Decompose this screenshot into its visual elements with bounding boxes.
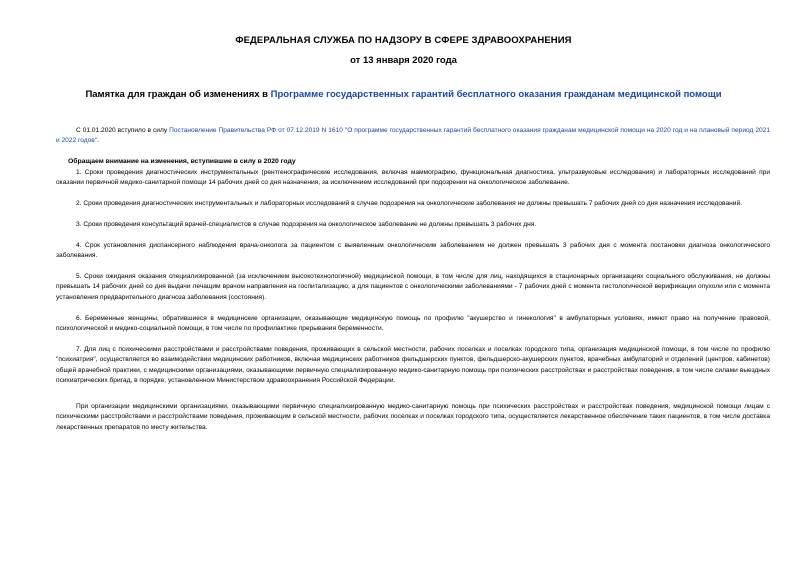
document-date: от 13 января 2020 года: [350, 55, 457, 66]
program-link[interactable]: Программе государственных гарантий бесплатного оказания гражданам медицинской помощи: [270, 89, 722, 100]
intro-prefix: С 01.01.2020 вступило в силу: [76, 127, 170, 134]
list-item: 7. Для лиц с психическими расстройствами и расстройствами поведения, проживающих в сельской местности, рабочих поселках и поселках городского типа, организация медицинской помощи, в том числе по профилю "психиатрия", осуществляется во взаимодействии медицинских работников, включая медицинских работников фельдшерских пунктов, фельдшерско-акушерских пунктов, врачебных амбулаторий и отделений (центров, кабинетов) общей врачебной практики, с медицинскими организациями, оказывающими первичную специализированную медико-санитарную помощь при психических расстройствах и расстройствах поведения, в том числе силами выездных психиатрических бригад, в порядке, установленном Министерством здравоохранения Российской Федерации.: [56, 345, 770, 385]
intro-paragraph: [56, 126, 770, 147]
list-item: 2. Сроки проведения диагностических инструментальных и лабораторных исследований в случае подозрения на онкологические заболевания не должны превышать 7 рабочих дней со дня назначения исследований.: [76, 200, 742, 208]
closing-paragraph: [56, 402, 770, 433]
notice-heading: Обращаем внимание на изменения, вступившие в силу в 2020 году: [68, 158, 296, 165]
intro-suffix: .: [97, 137, 99, 145]
list-item: 4. Срок установления диспансерного наблюдения врача-онколога за пациентом с выявленным онкологическим заболеванием не должен превышать 3 рабочих дня с момента постановки диагноза онкологического заболевания.: [56, 241, 770, 260]
document-title: [0, 89, 807, 100]
organization-heading: ФЕДЕРАЛЬНАЯ СЛУЖБА ПО НАДЗОРУ В СФЕРЕ ЗДРАВООХРАНЕНИЯ: [235, 35, 572, 46]
changes-list: [56, 168, 770, 386]
closing-text: При организации медицинскими организациями, оказывающими первичную специализированную медико-санитарную помощь при психических расстройствах и расстройствах поведения, медицинской помощи лицам с психическими расстройствами и расстройствами поведения, проживающим в сельской местности, рабочих поселках и поселках городского типа, осуществляется лекарственное обеспечение таких пациентов, в том числе доставка лекарственных препаратов по месту жительства.: [56, 403, 770, 431]
resolution-link[interactable]: Постановление Правительства РФ от 07.12.2019 N 1610 "О программе государственных гарантий бесплатного оказания гражданам медицинской помощи на 2020 год и на плановый период 2021 и 2022 годов": [56, 127, 770, 145]
list-item: 3. Сроки проведения консультаций врачей-специалистов в случае подозрения на онкологическое заболевание не должны превышать 3 рабочих дня.: [76, 221, 537, 228]
title-prefix: Памятка для граждан об изменениях в: [85, 89, 271, 100]
list-item: 6. Беременные женщины, обратившиеся в медицинские организации, оказывающие медицинскую помощь по профилю "акушерство и гинекология" в амбулаторных условиях, имеют право на получение правовой, психологической и медико-социальной помощи, в том числе по профилактике прерывания беременности.: [56, 314, 770, 333]
list-item: 5. Сроки ожидания оказания специализированной (за исключением высокотехнологичной) медицинской помощи, в том числе для лиц, находящихся в стационарных организациях социального обслуживания, не должны превышать 14 рабочих дней со дня выдачи лечащим врачом направления на госпитализацию, а для пациентов с онкологическими заболеваниями - 7 рабочих дней с момента гистологической верификации опухоли или с момента установления предварительного диагноза заболевания (состояния).: [56, 273, 770, 301]
list-item: 1. Сроки проведения диагностических инструментальных (рентгенографические исследования, включая маммографию, функциональная диагностика, ультразвуковые исследования) и лабораторных исследований при оказании первичной медико-санитарной помощи 14 рабочих дней со дня назначения, за исключением исследований при подозрении на онкологическое заболевание.: [56, 169, 770, 187]
